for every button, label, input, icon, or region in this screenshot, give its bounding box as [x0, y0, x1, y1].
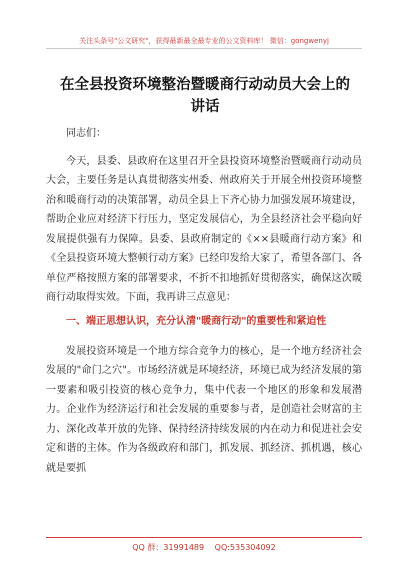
- paragraph-intro: 今天，县委、县政府在这里召开全县投资环境整治暨暖商行动动员大会，主要任务是认真贯彻落实州委、州政府关于开展全州投资环境整治和暖商行动的决策部署，动员全县上下齐心协力加强发展环境建设，帮助企业应对经济下行压力，坚定发展信心，为全县经济社会平稳向好发展提供强有力保障。县委、县政府制定的《××县暖商行动方案》和《全县投资环境大整顿行动方案》已经印发给大家了，希望各部门、各单位严格按照方案的部署要求，不折不扣地抓好贯彻落实，确保这次暖商行动取得实效。下面，我再讲三点意见：: [46, 155, 362, 303]
- title-line-2: 讲话: [190, 99, 220, 115]
- footer-divider: [46, 537, 362, 538]
- section-heading-1: 一、端正思想认识，充分认清"暖商行动"的重要性和紧迫性: [66, 315, 327, 327]
- title-line-1: 在全县投资环境整治暨暖商行动动员大会上的: [60, 77, 350, 93]
- salutation: 同志们：: [66, 128, 106, 139]
- footer-qq-group: QQ 群：31991489: [132, 543, 205, 552]
- paragraph-section-1: 发展投资环境是一个地方综合竞争力的核心，是一个地方经济社会发展的"命门之穴"。市场经济就是环境经济，环境已成为经济发展的第一要素和吸引投资的核心竞争力，集中代表一个地区的形象和发展潜力。企业作为经济运行和社会发展的重要参与者，是创造社会财富的主力、深化改革开放的先锋、保持经济持续发展的内在动力和促进社会安定和谐的主体。作为各级政府和部门，抓发展、抓经济、抓机遇，核心就是要抓: [46, 345, 362, 474]
- header-divider: [46, 48, 362, 49]
- document-body: [46, 124, 362, 478]
- document-title: [60, 74, 350, 118]
- header-promo-note: 关注头条号"公文研究"，获得最新最全最专业的公文资料库！ 微信：gongwenyj: [79, 37, 329, 45]
- footer-qq: QQ:535304092: [214, 543, 276, 552]
- footer-contact: [0, 542, 408, 553]
